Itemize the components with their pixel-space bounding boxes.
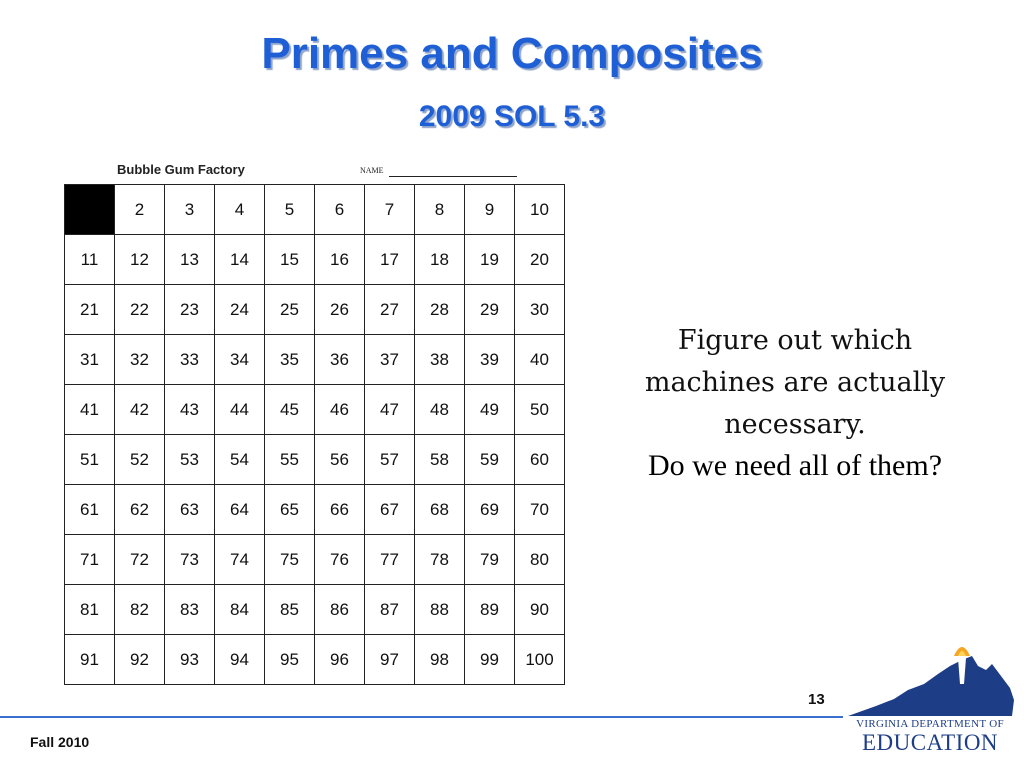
instruction-text: Figure out which machines are actually necessary. (644, 325, 946, 440)
grid-cell: 86 (315, 585, 365, 635)
grid-cell: 24 (215, 285, 265, 335)
grid-cell: 60 (515, 435, 565, 485)
grid-cell: 32 (115, 335, 165, 385)
grid-cell: 53 (165, 435, 215, 485)
grid-cell: 100 (515, 635, 565, 685)
grid-cell: 3 (165, 185, 215, 235)
grid-cell: 82 (115, 585, 165, 635)
grid-cell: 46 (315, 385, 365, 435)
grid-cell: 12 (115, 235, 165, 285)
hundred-chart-grid (64, 184, 565, 685)
grid-cell-blacked-out (65, 185, 115, 235)
grid-cell: 45 (265, 385, 315, 435)
grid-cell: 48 (415, 385, 465, 435)
question-text: Do we need all of them? (647, 449, 943, 482)
slide-subtitle: 2009 SOL 5.3 (418, 100, 606, 133)
grid-cell: 6 (315, 185, 365, 235)
grid-cell: 50 (515, 385, 565, 435)
grid-cell: 63 (165, 485, 215, 535)
grid-cell: 9 (465, 185, 515, 235)
grid-cell: 55 (265, 435, 315, 485)
grid-cell: 95 (265, 635, 315, 685)
grid-cell: 41 (65, 385, 115, 435)
grid-cell: 97 (365, 635, 415, 685)
grid-cell: 59 (465, 435, 515, 485)
grid-cell: 68 (415, 485, 465, 535)
grid-row (65, 335, 565, 385)
grid-cell: 65 (265, 485, 315, 535)
grid-cell: 47 (365, 385, 415, 435)
grid-cell: 56 (315, 435, 365, 485)
grid-cell: 57 (365, 435, 415, 485)
grid-cell: 64 (215, 485, 265, 535)
grid-cell: 14 (215, 235, 265, 285)
grid-cell: 44 (215, 385, 265, 435)
grid-cell: 99 (465, 635, 515, 685)
grid-cell: 75 (265, 535, 315, 585)
grid-cell: 25 (265, 285, 315, 335)
footer-rule (0, 716, 843, 718)
grid-row (65, 185, 565, 235)
grid-cell: 76 (315, 535, 365, 585)
grid-cell: 58 (415, 435, 465, 485)
grid-cell: 93 (165, 635, 215, 685)
grid-cell: 91 (65, 635, 115, 685)
grid-cell: 7 (365, 185, 415, 235)
grid-cell: 35 (265, 335, 315, 385)
grid-cell: 26 (315, 285, 365, 335)
grid-cell: 36 (315, 335, 365, 385)
grid-row (65, 485, 565, 535)
grid-cell: 23 (165, 285, 215, 335)
grid-cell: 15 (265, 235, 315, 285)
grid-cell: 66 (315, 485, 365, 535)
logo-department-text: VIRGINIA DEPARTMENT OF (856, 718, 1004, 730)
grid-cell: 29 (465, 285, 515, 335)
grid-cell: 87 (365, 585, 415, 635)
grid-cell: 51 (65, 435, 115, 485)
grid-cell: 54 (215, 435, 265, 485)
grid-cell: 52 (115, 435, 165, 485)
grid-cell: 34 (215, 335, 265, 385)
grid-cell: 81 (65, 585, 115, 635)
grid-row (65, 435, 565, 485)
grid-cell: 27 (365, 285, 415, 335)
grid-cell: 98 (415, 635, 465, 685)
grid-cell: 92 (115, 635, 165, 685)
grid-cell: 62 (115, 485, 165, 535)
grid-cell: 40 (515, 335, 565, 385)
grid-cell: 80 (515, 535, 565, 585)
grid-cell: 90 (515, 585, 565, 635)
grid-row (65, 385, 565, 435)
grid-row (65, 535, 565, 585)
grid-cell: 70 (515, 485, 565, 535)
grid-row (65, 635, 565, 685)
name-line (389, 176, 517, 177)
grid-cell: 18 (415, 235, 465, 285)
grid-cell: 42 (115, 385, 165, 435)
grid-cell: 30 (515, 285, 565, 335)
grid-cell: 21 (65, 285, 115, 335)
grid-cell: 10 (515, 185, 565, 235)
grid-cell: 77 (365, 535, 415, 585)
grid-cell: 73 (165, 535, 215, 585)
grid-cell: 49 (465, 385, 515, 435)
grid-cell: 19 (465, 235, 515, 285)
name-label: NAME (360, 166, 384, 175)
grid-cell: 85 (265, 585, 315, 635)
grid-cell: 94 (215, 635, 265, 685)
grid-cell: 83 (165, 585, 215, 635)
grid-row (65, 585, 565, 635)
state-shape (848, 656, 1014, 716)
grid-row (65, 285, 565, 335)
grid-cell: 20 (515, 235, 565, 285)
grid-cell: 2 (115, 185, 165, 235)
grid-cell: 67 (365, 485, 415, 535)
grid-cell: 69 (465, 485, 515, 535)
grid-row (65, 235, 565, 285)
grid-cell: 89 (465, 585, 515, 635)
grid-cell: 16 (315, 235, 365, 285)
virginia-map-icon (846, 644, 1016, 718)
grid-cell: 11 (65, 235, 115, 285)
grid-cell: 13 (165, 235, 215, 285)
grid-cell: 8 (415, 185, 465, 235)
footer-date: Fall 2010 (30, 734, 90, 750)
grid-cell: 88 (415, 585, 465, 635)
page-number: 13 (808, 691, 825, 708)
grid-cell: 96 (315, 635, 365, 685)
logo-education-text: EDUCATION (861, 730, 999, 755)
grid-cell: 61 (65, 485, 115, 535)
slide-title: Primes and Composites (261, 29, 763, 78)
grid-cell: 72 (115, 535, 165, 585)
grid-cell: 71 (65, 535, 115, 585)
grid-cell: 22 (115, 285, 165, 335)
grid-cell: 43 (165, 385, 215, 435)
grid-cell: 37 (365, 335, 415, 385)
grid-cell: 33 (165, 335, 215, 385)
grid-cell: 39 (465, 335, 515, 385)
grid-cell: 4 (215, 185, 265, 235)
grid-cell: 5 (265, 185, 315, 235)
grid-cell: 74 (215, 535, 265, 585)
grid-cell: 17 (365, 235, 415, 285)
grid-cell: 84 (215, 585, 265, 635)
grid-cell: 79 (465, 535, 515, 585)
grid-cell: 28 (415, 285, 465, 335)
grid-cell: 38 (415, 335, 465, 385)
grid-cell: 31 (65, 335, 115, 385)
worksheet-title: Bubble Gum Factory (117, 162, 245, 177)
grid-cell: 78 (415, 535, 465, 585)
